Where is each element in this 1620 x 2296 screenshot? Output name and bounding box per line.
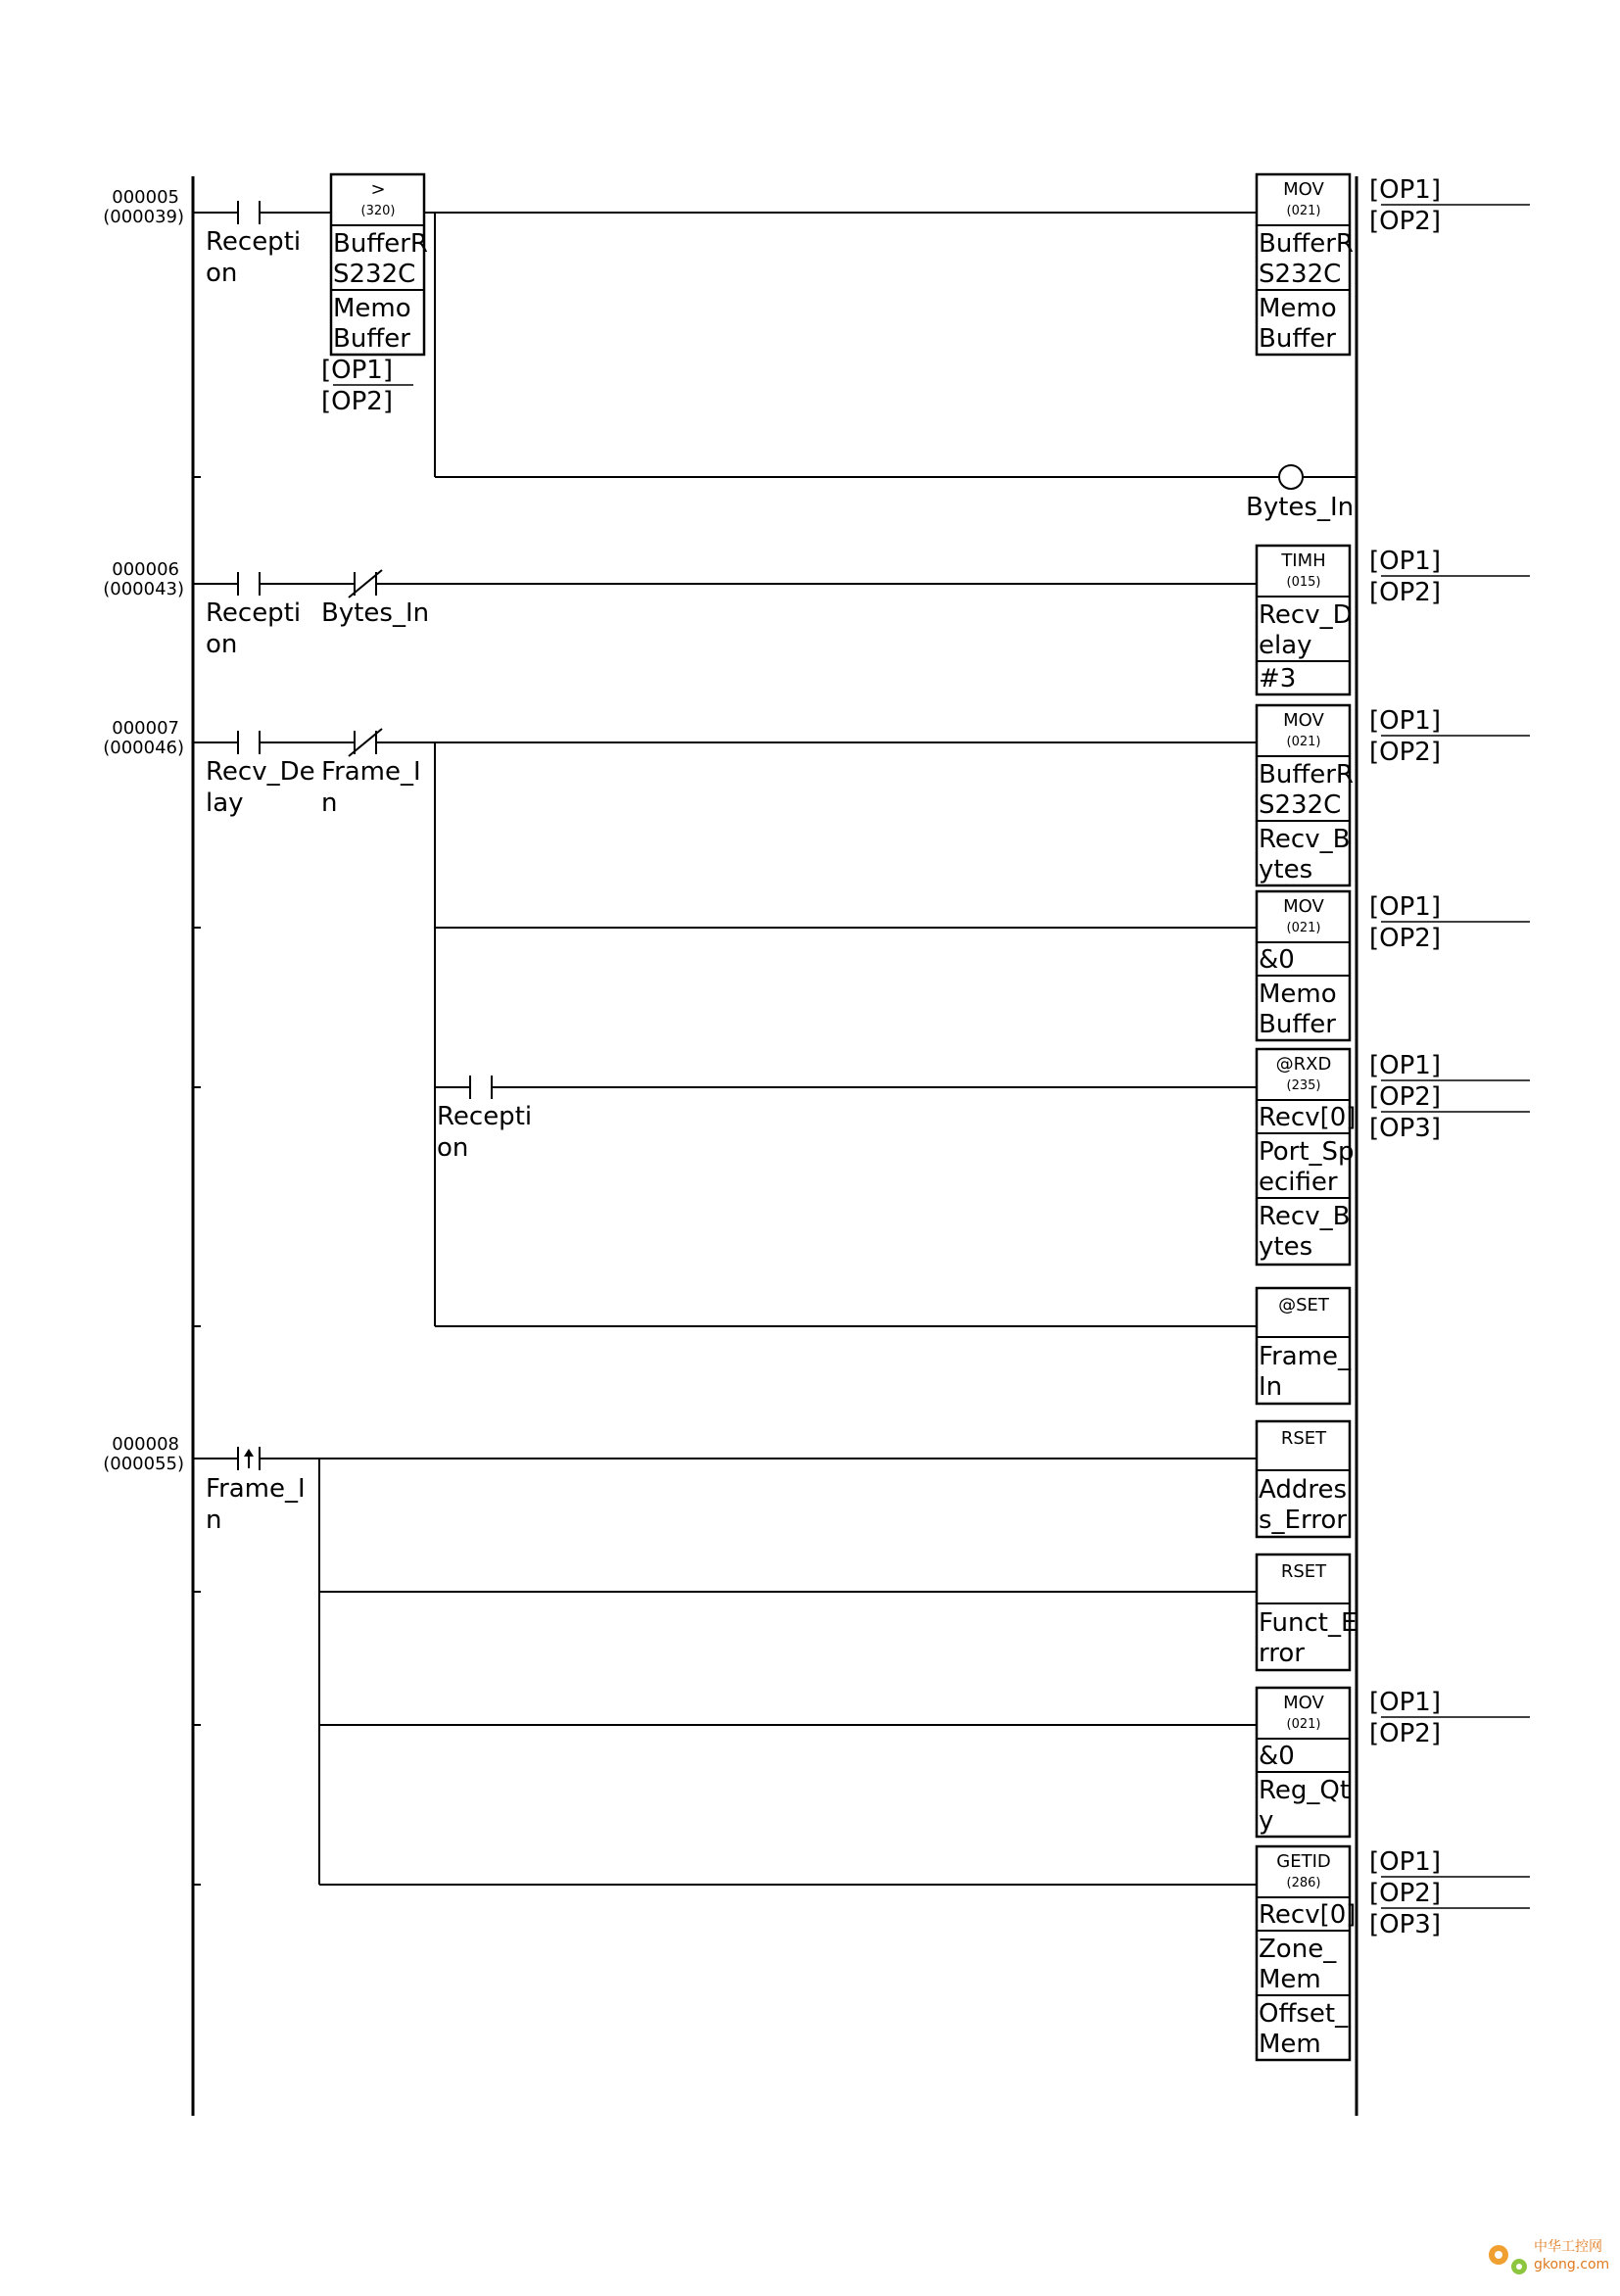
operand-ref: [OP1] [1369,175,1441,205]
operand-ref: [OP3] [1369,1114,1441,1143]
block-operand: Addres [1259,1475,1347,1505]
watermark-brand: 中华工控网 [1534,2239,1602,2255]
operand-ref: [OP1] [1369,1688,1441,1717]
block-operand: Recv_D [1259,600,1353,630]
rung-step: (000039) [103,207,184,227]
instruction-block-mov[interactable] [1257,705,1354,885]
rung-address: 000006 [112,559,179,580]
block-mnemonic: GETID [1276,1851,1331,1872]
block-operand: ytes [1259,855,1313,885]
contact-label: on [206,630,238,659]
block-operand: Mem [1259,2030,1321,2059]
rung-step: (000055) [103,1454,184,1474]
rung-step: (000043) [103,579,184,599]
instruction-block-rset[interactable] [1257,1555,1357,1670]
block-mnemonic: MOV [1283,179,1324,200]
block-operand: ytes [1259,1232,1313,1262]
block-code: (021) [1286,735,1321,749]
contact-label: Recv_De [206,757,315,787]
block-operand: Buffer [1259,324,1336,354]
operand-ref: [OP2] [1369,578,1441,607]
block-operand: Memo [333,294,411,323]
block-mnemonic: @SET [1278,1295,1329,1315]
contact-rising-edge-frame-in[interactable] [238,1447,260,1470]
instruction-block-mov[interactable] [1257,174,1354,355]
block-mnemonic: TIMH [1281,550,1326,571]
block-operand: Reg_Qt [1259,1776,1351,1805]
block-code: (021) [1286,204,1321,218]
instruction-block-rset[interactable] [1257,1421,1350,1537]
instruction-block-rxd[interactable] [1257,1049,1356,1265]
contact-no-reception[interactable] [238,201,260,224]
block-operand: Port_Sp [1259,1137,1355,1167]
block-operand: BufferR [333,229,428,259]
coil-label: Bytes_In [1246,493,1355,522]
contact-label: lay [206,789,244,818]
block-mnemonic: @RXD [1275,1054,1332,1075]
contact-label: Recepti [206,598,302,628]
block-mnemonic: RSET [1280,1561,1327,1582]
rung-000008 [103,1421,1530,2060]
operand-ref: [OP2] [321,387,393,416]
contact-label: Frame_I [321,757,421,787]
block-code: (015) [1286,575,1321,590]
instruction-block-set[interactable] [1257,1288,1352,1404]
block-code: (021) [1286,1717,1321,1732]
block-operand: Mem [1259,1965,1321,1994]
block-operand: s_Error [1259,1506,1347,1535]
block-operand: In [1259,1372,1283,1402]
operand-ref: [OP2] [1369,924,1441,953]
operand-ref: [OP2] [1369,1879,1441,1908]
operand-ref: [OP1] [1369,547,1441,576]
block-operand: Buffer [333,324,410,354]
block-code: (286) [1286,1876,1321,1890]
rung-address: 000005 [112,187,179,208]
operand-ref: [OP2] [1369,738,1441,767]
block-mnemonic: MOV [1283,1693,1324,1713]
block-operand: Funct_E [1259,1608,1358,1638]
rung-000007 [103,705,1530,1404]
rung-000006 [103,546,1530,694]
block-operand: BufferR [1259,760,1354,789]
rung-step: (000046) [103,738,184,758]
block-mnemonic: > [370,179,386,200]
contact-no-reception[interactable] [470,1076,492,1099]
block-operand: S232C [333,260,416,289]
block-operand: #3 [1259,664,1297,694]
operand-ref: [OP2] [1369,207,1441,236]
contact-no-reception[interactable] [238,572,260,596]
block-operand: BufferR [1259,229,1354,259]
contact-label: Frame_I [206,1474,306,1504]
rung-address: 000008 [112,1434,179,1455]
block-code: (021) [1286,921,1321,935]
block-operand: Recv_B [1259,1202,1351,1231]
block-operand: S232C [1259,260,1342,289]
block-operand: Recv_B [1259,825,1351,854]
block-code: (235) [1286,1078,1321,1093]
instruction-block-timh[interactable] [1257,546,1353,694]
block-operand: Memo [1259,294,1337,323]
output-coil-bytes-in[interactable] [1279,465,1303,489]
operand-ref: [OP2] [1369,1082,1441,1112]
gear-logo-icon [1489,2245,1527,2274]
contact-label: n [206,1506,222,1535]
operand-ref: [OP1] [1369,706,1441,736]
instruction-block-mov[interactable] [1257,1688,1350,1837]
contact-label: Recepti [206,227,302,257]
block-operand: Offset_ [1259,1999,1349,2029]
contact-label: Recepti [437,1102,533,1131]
watermark [1489,2238,1609,2274]
block-operand: &0 [1259,945,1295,975]
block-code: (320) [360,204,396,218]
operand-ref: [OP1] [1369,892,1441,922]
block-operand: Recv[0] [1259,1103,1357,1132]
block-operand: rror [1259,1639,1305,1668]
block-mnemonic: MOV [1283,896,1324,917]
block-operand: Zone_ [1259,1935,1337,1964]
operand-ref: [OP3] [1369,1910,1441,1939]
operand-ref: [OP1] [1369,1847,1441,1877]
contact-no-recv-delay[interactable] [238,731,260,754]
contact-label: on [437,1133,469,1163]
operand-ref: [OP1] [321,356,393,385]
compare-block-gt[interactable] [331,174,428,355]
contact-label: on [206,259,238,288]
block-operand: Frame_ [1259,1342,1352,1371]
operand-ref: [OP2] [1369,1719,1441,1748]
block-mnemonic: RSET [1280,1428,1327,1449]
rung-address: 000007 [112,718,179,739]
block-operand: ecifier [1259,1168,1338,1197]
operand-ref: [OP1] [1369,1051,1441,1080]
block-operand: Recv[0] [1259,1900,1357,1930]
block-mnemonic: MOV [1283,710,1324,731]
block-operand: &0 [1259,1742,1295,1771]
instruction-block-getid[interactable] [1257,1846,1356,2060]
instruction-block-mov[interactable] [1257,891,1350,1040]
rung-000005 [103,174,1530,522]
block-operand: S232C [1259,790,1342,820]
block-operand: elay [1259,631,1312,660]
block-operand: Memo [1259,980,1337,1009]
contact-label: Bytes_In [321,598,430,628]
block-operand: Buffer [1259,1010,1336,1039]
contact-label: n [321,789,338,818]
block-operand: y [1259,1806,1274,1836]
watermark-url: gkong.com [1534,2257,1610,2272]
